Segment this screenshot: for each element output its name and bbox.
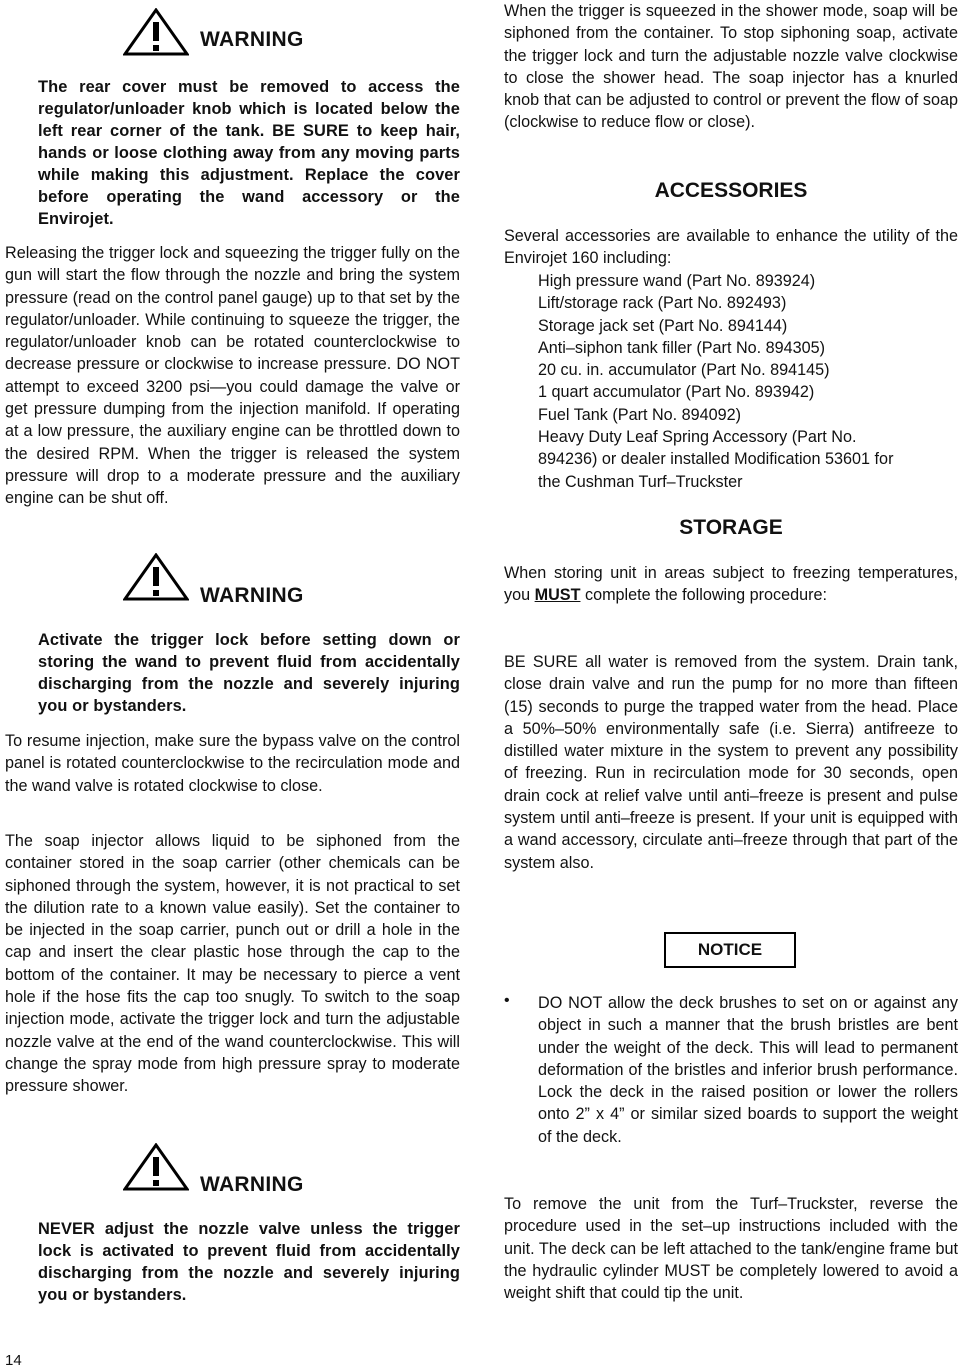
warning-triangle-icon xyxy=(123,553,189,601)
accessories-heading: ACCESSORIES xyxy=(654,179,808,202)
accessories-intro: Several accessories are available to enhance the utility of the Envirojet 160 including: xyxy=(504,227,958,268)
resume-injection-paragraph: To resume injection, make sure the bypass valve on the control panel is rotated counterclockwise to the recirculation mode and the wand valve is rotated clockwise to close. xyxy=(5,732,460,795)
soap-injector-paragraph: The soap injector allows liquid to be siphoned from the container stored in the soap carrier (other chemicals can be siphoned through the system, however, it is not practical to set the dilution rate to a known value easily). Set the container to be injected in the soap carrier, punch out or drill a hole in the cap and insert the clear plastic hose through the cap to the bottom of the container. It may be necessary to pierce a vent hole if the hose fits the cap too snugly. To switch to the soap injection mode, activate the trigger lock and turn the adjustable nozzle valve at the end of the wand counterclockwise. This will change the spray mode from high pressure spray to moderate pressure shower. xyxy=(5,832,460,1096)
trigger-paragraph: Releasing the trigger lock and squeezing the trigger fully on the gun will start the flow through the nozzle and bring the system pressure (read on the control panel gauge) up to that set by the regulator/unloader. While continuing to squeeze the trigger, the regulator/unloader knob can be rotated counterclockwise to decrease pressure or clockwise to increase pressure. DO NOT attempt to exceed 3200 psi—you could damage the valve or get pressure dumping from the injection manifold. If operating at a low pressure, the auxiliary engine can be throttled down to the desired RPM. When the trigger is released the system pressure will drop to a moderate pressure and the auxiliary engine can be shut off. xyxy=(5,244,460,508)
storage-heading: STORAGE xyxy=(679,516,783,539)
must-emphasis: MUST xyxy=(534,586,581,605)
bullet-text: DO NOT allow the deck brushes to set on or against any object in such a manner that the brush bristles are bent under the weight of the deck. This will lead to permanent deformation of the bristles and inferior brush performance. Lock the deck in the raised position or lower the rollers onto 2” x 4” or similar sized boards to support the weight of the deck. xyxy=(538,994,958,1146)
list-item: 1 quart accumulator (Part No. 893942) xyxy=(538,383,815,402)
storage-intro-text: When storing unit in areas subject to freezing temperatures, you xyxy=(504,564,958,605)
bullet-icon: • xyxy=(504,992,510,1009)
warning-text: NEVER adjust the nozzle valve unless the trigger lock is activated to prevent fluid from accidentally discharging from the nozzle and severely injuring you or bystanders. xyxy=(38,1220,460,1304)
notice-label: NOTICE xyxy=(664,932,796,968)
list-item: Storage jack set (Part No. 894144) xyxy=(538,316,788,335)
warning-heading: WARNING xyxy=(200,584,304,607)
shower-mode-paragraph: When the trigger is squeezed in the shower mode, soap will be siphoned from the container. To stop siphoning soap, activate the trigger lock and turn the adjustable nozzle valve clockwise to close the shower head. The soap injector has a knurled knob that can be adjusted to control or prevent the flow of soap (clockwise to reduce flow or close). xyxy=(504,2,958,132)
warning-heading: WARNING xyxy=(200,28,304,51)
removal-paragraph: To remove the unit from the Turf–Truckster, reverse the procedure used in the set–up instructions included with the unit. The deck can be left attached to the tank/engine frame but the hydraulic cylinder MUST be completely lowered to avoid a weight shift that could tip the unit. xyxy=(504,1195,958,1303)
storage-intro-text: complete the following procedure: xyxy=(584,586,828,605)
page-number: 14 xyxy=(5,1352,22,1369)
warning-text: Activate the trigger lock before setting down or storing the wand to prevent fluid from accidentally discharging from the nozzle and severely injuring you or bystanders. xyxy=(38,631,460,715)
list-item: 20 cu. in. accumulator (Part No. 894145) xyxy=(538,361,830,380)
warning-triangle-icon xyxy=(123,1143,189,1191)
warning-heading: WARNING xyxy=(200,1173,304,1196)
storage-intro xyxy=(504,562,958,607)
list-item: Lift/storage rack (Part No. 892493) xyxy=(538,294,787,313)
storage-procedure-paragraph: BE SURE all water is removed from the system. Drain tank, close drain valve and run the pump for no more than fifteen (15) seconds to purge the trapped water from the head. Place a 50%–50% environmentally safe (i.e. Sierra) antifreeze to distilled water mixture in the system to prevent any possibility of freezing. Run in recirculation mode for 30 seconds, open drain cock at relief valve until anti–freeze is present and pulse system until anti–freeze is present. If your unit is equipped with a wand accessory, circulate anti–freeze through that part of the system also. xyxy=(504,653,958,872)
warning-text: The rear cover must be removed to access the regulator/unloader knob which is located below the left rear corner of the tank. BE SURE to keep hair, hands or loose clothing away from any moving parts while making this adjustment. Replace the cover before operating the wand accessory or the Envirojet. xyxy=(38,78,460,228)
list-item: Heavy Duty Leaf Spring Accessory (Part No. 894236) or dealer installed Modification 53601 for the Cushman Turf–Truckster xyxy=(538,428,894,491)
warning-triangle-icon xyxy=(123,8,189,56)
list-item: High pressure wand (Part No. 893924) xyxy=(538,272,816,290)
list-item: Fuel Tank (Part No. 894092) xyxy=(538,405,742,424)
list-item: Anti–siphon tank filler (Part No. 894305) xyxy=(538,338,826,357)
accessories-list xyxy=(538,270,958,493)
